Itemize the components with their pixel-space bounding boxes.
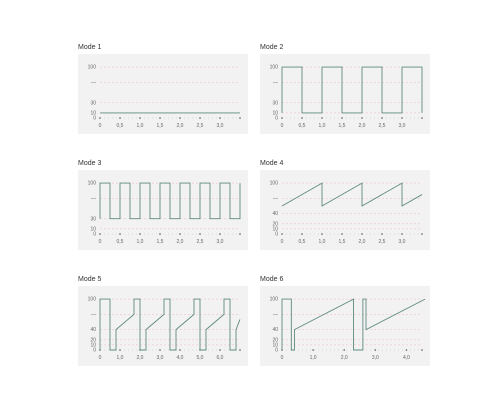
x-tick-mark	[381, 233, 383, 235]
x-tick-mark	[401, 117, 403, 119]
y-tick-label: 0	[275, 347, 278, 354]
y-tick-label: 30	[90, 100, 96, 107]
x-tick-label: 3,0	[216, 123, 224, 129]
x-tick-label: 4,0	[402, 355, 410, 361]
x-tick-mark	[343, 349, 345, 351]
x-tick-label: 3,0	[371, 355, 379, 361]
x-tick-label: 1,0	[136, 123, 144, 129]
plot-area	[78, 54, 248, 134]
x-tick-label: 2,5	[196, 239, 204, 245]
x-tick-label: 1,0	[318, 123, 326, 129]
x-tick-mark	[199, 117, 201, 119]
x-tick-label: 1,5	[156, 239, 164, 245]
x-tick-label: 1,0	[136, 239, 144, 245]
y-tick-label: 10	[90, 342, 96, 349]
y-tick-label: 10	[90, 110, 96, 117]
y-tick-label: —	[91, 311, 96, 318]
x-axis-end-mark	[421, 349, 423, 351]
x-tick-mark	[199, 233, 201, 235]
chart-panel	[78, 276, 248, 366]
x-tick-mark	[281, 233, 283, 235]
x-tick-label: 0	[280, 123, 284, 129]
x-tick-label: 3,0	[216, 239, 224, 245]
x-tick-label: 1,5	[156, 123, 164, 129]
x-tick-label: 4,0	[176, 355, 184, 361]
y-tick-label: 20	[272, 337, 278, 344]
x-tick-mark	[159, 349, 161, 351]
x-tick-mark	[301, 117, 303, 119]
x-tick-mark	[139, 117, 141, 119]
x-tick-label: 2,0	[176, 123, 184, 129]
chart-svg	[260, 170, 430, 250]
x-tick-label: 2,0	[136, 355, 144, 361]
x-tick-mark	[321, 117, 323, 119]
chart-panel	[78, 160, 248, 250]
y-tick-label: 20	[90, 337, 96, 344]
x-tick-mark	[401, 233, 403, 235]
x-tick-mark	[139, 233, 141, 235]
series-line	[282, 183, 422, 206]
y-tick-label: 20	[272, 221, 278, 228]
y-tick-label: 0	[93, 231, 96, 238]
series-line	[282, 299, 425, 350]
y-tick-label: 40	[272, 211, 278, 218]
chart-svg	[260, 54, 430, 134]
x-tick-mark	[312, 349, 314, 351]
chart-svg	[78, 54, 248, 134]
plot-area	[260, 286, 430, 366]
y-tick-label: 10	[272, 342, 278, 349]
x-tick-mark	[99, 117, 101, 119]
y-tick-label: 100	[87, 296, 96, 303]
x-tick-mark	[361, 233, 363, 235]
y-tick-label: 100	[269, 296, 278, 303]
series-line	[100, 183, 240, 219]
x-tick-label: 3,0	[156, 355, 164, 361]
x-tick-mark	[219, 117, 221, 119]
x-tick-label: 0	[280, 355, 284, 361]
x-tick-mark	[99, 233, 101, 235]
x-tick-label: 1,5	[338, 239, 346, 245]
x-tick-label: 0,5	[116, 123, 124, 129]
x-tick-mark	[119, 349, 121, 351]
chart-svg	[78, 286, 248, 366]
chart-panel	[260, 160, 430, 250]
x-tick-mark	[119, 233, 121, 235]
x-tick-mark	[281, 117, 283, 119]
y-tick-label: 30	[90, 216, 96, 223]
chart-svg	[260, 286, 430, 366]
x-tick-mark	[341, 233, 343, 235]
y-tick-label: 0	[275, 115, 278, 122]
chart-title: Mode 1	[78, 44, 102, 51]
plot-area	[78, 286, 248, 366]
x-tick-mark	[301, 233, 303, 235]
x-axis-end-mark	[421, 233, 423, 235]
y-tick-label: 100	[269, 64, 278, 71]
x-tick-mark	[341, 117, 343, 119]
chart-title: Mode 6	[260, 276, 284, 283]
x-tick-label: 2,0	[340, 355, 348, 361]
y-tick-label: 0	[275, 231, 278, 238]
x-tick-mark	[406, 349, 408, 351]
chart-panel	[78, 44, 248, 134]
x-axis-end-mark	[239, 349, 241, 351]
y-tick-label: —	[91, 79, 96, 86]
series-line	[100, 299, 240, 350]
x-tick-label: 2,0	[358, 123, 366, 129]
chart-title: Mode 3	[78, 160, 102, 167]
x-tick-label: 0	[98, 239, 102, 245]
y-tick-label: 30	[272, 100, 278, 107]
chart-title: Mode 2	[260, 44, 284, 51]
y-tick-label: 10	[272, 110, 278, 117]
x-tick-mark	[179, 117, 181, 119]
x-tick-mark	[179, 233, 181, 235]
x-tick-label: 6,0	[216, 355, 224, 361]
x-tick-mark	[159, 117, 161, 119]
x-axis-end-mark	[239, 233, 241, 235]
x-tick-mark	[179, 349, 181, 351]
x-tick-label: 0,5	[298, 123, 306, 129]
x-axis-end-mark	[239, 117, 241, 119]
x-tick-label: 3,0	[398, 239, 406, 245]
x-tick-label: 5,0	[196, 355, 204, 361]
x-tick-label: 0	[280, 239, 284, 245]
chart-panel	[260, 276, 430, 366]
x-tick-label: 3,0	[398, 123, 406, 129]
plot-area	[78, 170, 248, 250]
y-tick-label: 100	[87, 180, 96, 187]
x-axis-end-mark	[421, 117, 423, 119]
plot-area	[260, 54, 430, 134]
y-tick-label: —	[91, 195, 96, 202]
x-tick-mark	[119, 117, 121, 119]
x-tick-label: 2,0	[358, 239, 366, 245]
y-tick-label: —	[273, 195, 278, 202]
x-tick-mark	[321, 233, 323, 235]
y-tick-label: —	[273, 311, 278, 318]
y-tick-label: 0	[93, 115, 96, 122]
y-tick-label: 10	[272, 226, 278, 233]
plot-area	[260, 170, 430, 250]
y-tick-label: 40	[90, 327, 96, 334]
x-tick-mark	[219, 349, 221, 351]
x-tick-mark	[159, 233, 161, 235]
chart-title: Mode 5	[78, 276, 102, 283]
x-tick-mark	[375, 349, 377, 351]
x-tick-label: 1,0	[318, 239, 326, 245]
x-tick-label: 1,0	[116, 355, 124, 361]
x-tick-label: 2,5	[378, 123, 386, 129]
x-tick-label: 1,0	[309, 355, 317, 361]
y-tick-label: 100	[87, 64, 96, 71]
x-tick-label: 2,5	[378, 239, 386, 245]
chart-title: Mode 4	[260, 160, 284, 167]
x-tick-label: 2,0	[176, 239, 184, 245]
x-tick-label: 1,5	[338, 123, 346, 129]
x-tick-mark	[381, 117, 383, 119]
y-tick-label: —	[273, 79, 278, 86]
x-tick-label: 0,5	[298, 239, 306, 245]
x-tick-mark	[361, 117, 363, 119]
y-tick-label: 100	[269, 180, 278, 187]
y-tick-label: 0	[93, 347, 96, 354]
series-line	[282, 67, 422, 113]
chart-svg	[78, 170, 248, 250]
x-tick-label: 0	[98, 123, 102, 129]
y-tick-label: 40	[272, 327, 278, 334]
x-tick-label: 0,5	[116, 239, 124, 245]
chart-panel	[260, 44, 430, 134]
x-tick-label: 0	[98, 355, 102, 361]
x-tick-label: 2,5	[196, 123, 204, 129]
x-tick-mark	[219, 233, 221, 235]
y-tick-label: 10	[90, 226, 96, 233]
